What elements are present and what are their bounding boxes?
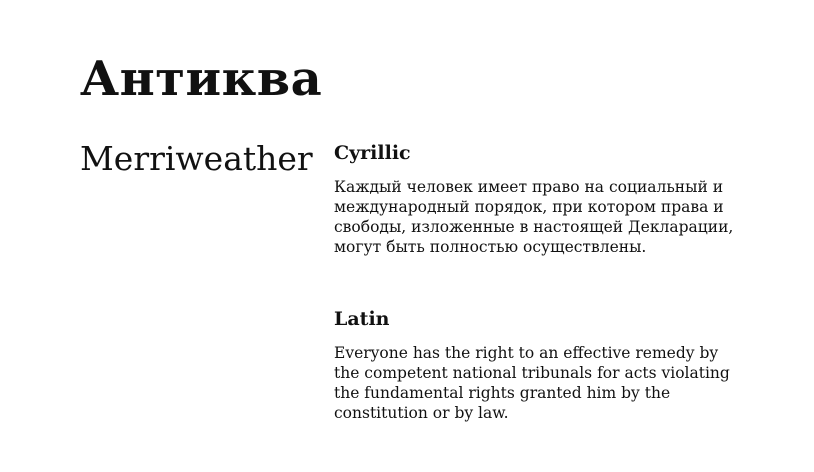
font-name: Merriweather — [80, 139, 313, 178]
sample-text: Каждый человек имеет право на социальный и международный порядок, при котором права и свободы, изложенные в настоящей Декларации, могут быть полностью осуществлены. — [334, 178, 734, 256]
page-title: Антиква — [80, 51, 323, 107]
section-heading: Latin — [334, 308, 390, 330]
latin-section — [334, 306, 744, 423]
sample-text: Everyone has the right to an effective remedy by the competent national tribunals for acts violating the fundamental rights granted him by the constitution or by law. — [334, 344, 730, 422]
section-heading: Cyrillic — [334, 142, 411, 164]
cyrillic-section — [334, 140, 744, 257]
